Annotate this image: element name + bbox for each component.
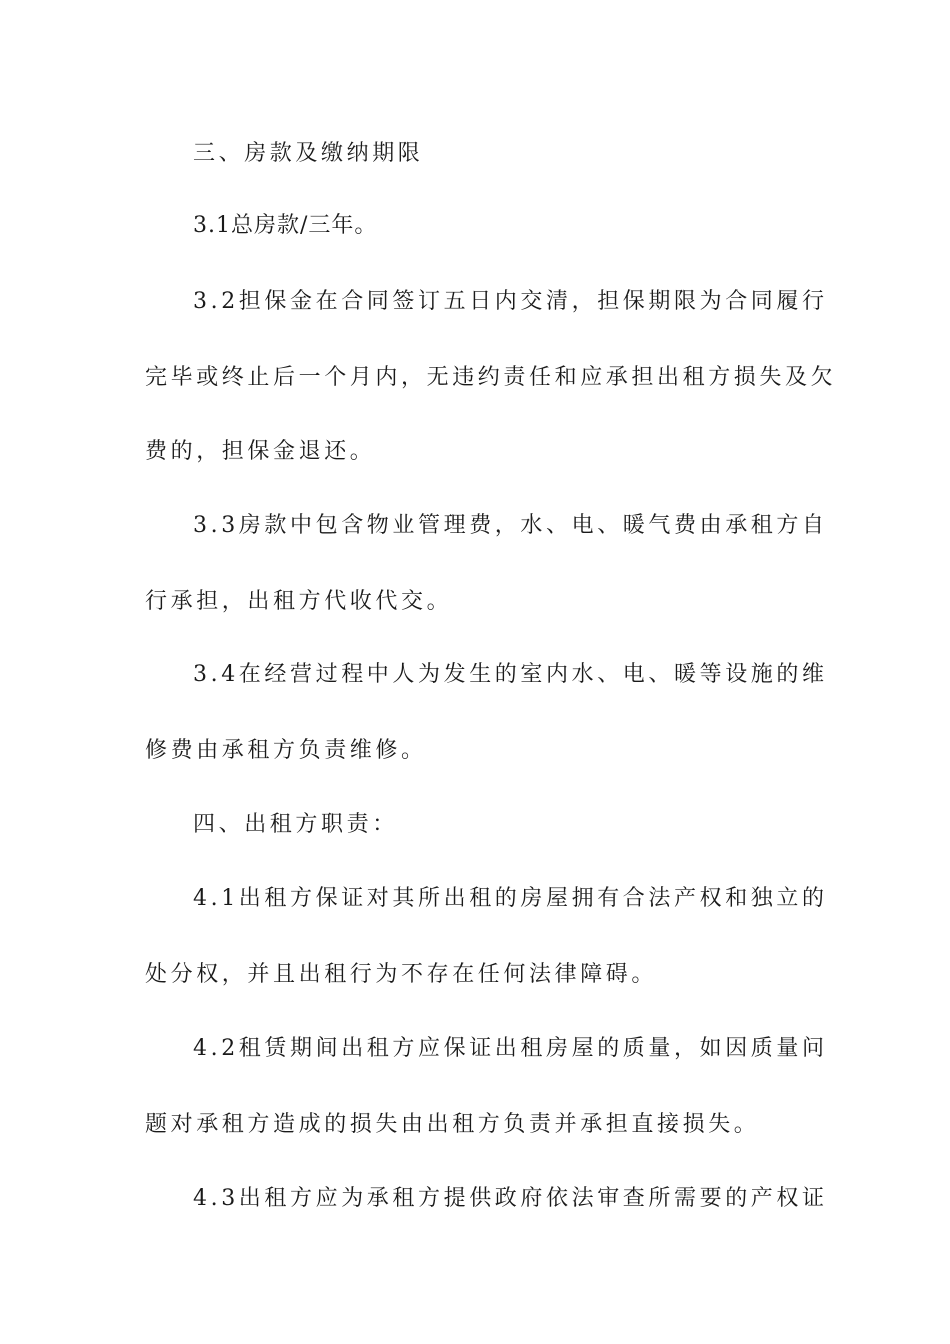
section-heading-3: 三、房款及缴纳期限	[193, 141, 424, 166]
clause-3-3-line-1: 3.3房款中包含物业管理费，水、电、暖气费由承租方自	[193, 513, 828, 538]
clause-4-1-line-1: 4.1出租方保证对其所出租的房屋拥有合法产权和独立的	[193, 886, 828, 911]
clause-3-4-line-2: 修费由承租方负责维修。	[145, 738, 427, 763]
clause-4-2-line-1: 4.2租赁期间出租方应保证出租房屋的质量，如因质量问	[193, 1036, 828, 1061]
clause-3-2-line-2: 完毕或终止后一个月内，无违约责任和应承担出租方损失及欠	[145, 365, 837, 390]
clause-3-2-line-3: 费的，担保金退还。	[145, 439, 376, 464]
clause-3-2-line-1: 3.2担保金在合同签订五日内交清，担保期限为合同履行	[193, 289, 828, 314]
clause-4-1-line-2: 处分权，并且出租行为不存在任何法律障碍。	[145, 962, 658, 987]
section-heading-4: 四、出租方职责：	[193, 812, 398, 837]
clause-3-3-line-2: 行承担，出租方代收代交。	[145, 589, 453, 614]
clause-4-3-line-1: 4.3出租方应为承租方提供政府依法审查所需要的产权证	[193, 1186, 828, 1211]
clause-4-2-line-2: 题对承租方造成的损失由出租方负责并承担直接损失。	[145, 1112, 760, 1137]
clause-3-1: 3.1总房款/三年。	[193, 213, 378, 238]
clause-3-4-line-1: 3.4在经营过程中人为发生的室内水、电、暖等设施的维	[193, 662, 828, 687]
